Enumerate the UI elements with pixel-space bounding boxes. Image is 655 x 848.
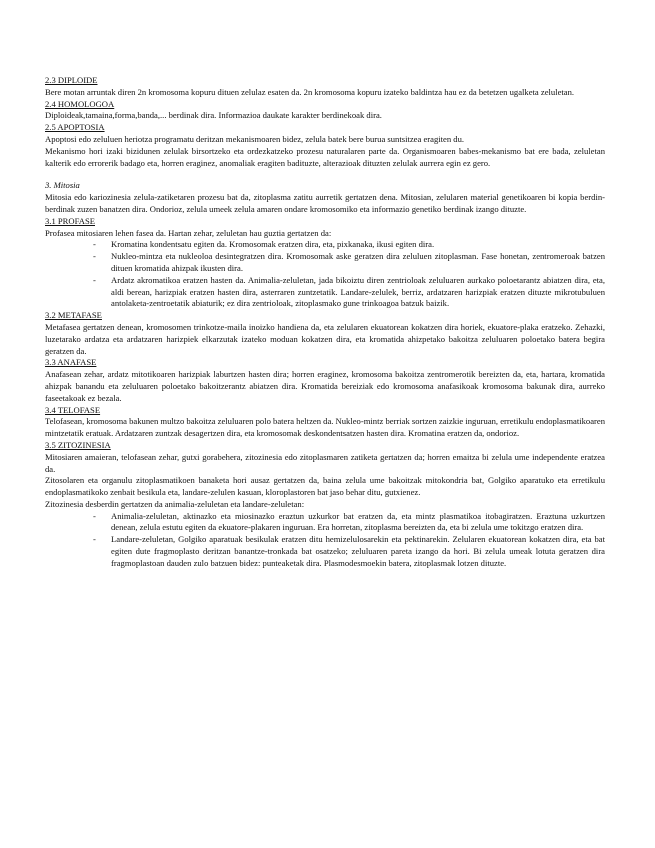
list-item-text: - Ardatz akromatikoa eratzen hasten da. Animalia-zeluletan, jada bikoiztu diren zentrioloak zeluluaren aurkako poloetarantz abiatzen dira, eta, aldi berean, harizpiak eratzen hasten dira, asterraren zuntzetatik. Landare-zelulek, berriz, ardatzaren harizpiak eratzen dituzte mikrotubuluen antolaketa-zentroetatik abiaturik; ez dira zentrioloak, zitoplasmako gune trinkoagoa batzuk baizik.: [111, 274, 605, 309]
paragraph-anafase: Anafasean zehar, ardatz mitotikoaren harizpiak laburtzen hasten dira; horren eraginez, kromosoma bakoitza zentromerotik bereizten da, eta, hartara, kromatida ahizpak banandu eta zeluluaren poloetako bakoitzerantz abiatzen dira. Kromatida bereiziak edo kromosoma anafasikoak kromosoma bakunak dira, aurreko faseetakoak ez bezala.: [45, 369, 605, 403]
list-item: [45, 534, 605, 569]
heading-anafase: 3.3 ANAFASE: [45, 357, 97, 368]
spacer: [45, 169, 605, 180]
heading-apoptosia: 2.5 APOPTOSIA: [45, 122, 105, 133]
heading-diploide: 2.3 DIPLOIDE: [45, 75, 98, 85]
list-item-text: - Animalia-zeluletan, aktinazko eta miosinazko eraztun uzkurkor bat eratzen da, eta mintz plasmatikoa itobagiratzen. Eraztuna uzkurtzen denean, zelula estutu egiten da ekuatore-plakaren inguruan. Era horretan, zitoplasma bereizten da, eta bi zelula ume tokitzgo eratzen dira.: [111, 510, 605, 533]
paragraph-mitosia: Mitosia edo kariozinesia zelula-zatiketaren prozesu bat da, zitoplasma zatitu aurretik gertatzen dena. Mitosian, zelularen material genetikoaren bi kopia berdin-berdinak zuzen banatzen dira. Ondorioz, zelula umeek zelula amaren ondare kromosomiko eta informazio genetiko berdinak izango dituzte.: [45, 192, 605, 214]
list-item: [45, 275, 605, 310]
heading-metafase: 3.2 METAFASE: [45, 310, 102, 321]
paragraph-apoptosia-1: Apoptosi edo zeluluen heriotza programatu deritzan mekanismoaren bidez, zelula batek bere burua suntsitzea eragiten du.: [45, 133, 465, 144]
paragraph-zitozinesia-3: Zitozinesia desberdin gertatzen da animalia-zeluletan eta landare-zeluletan:: [45, 498, 305, 509]
zitozinesia-list: [45, 511, 605, 570]
paragraph-profase-intro: Profasea mitosiaren lehen fasea da. Hartan zehar, zeluletan hau guztia gertatzen da:: [45, 227, 332, 238]
heading-homologoa: 2.4 HOMOLOGOA: [45, 98, 115, 109]
paragraph-telofase: Telofasean, kromosoma bakunen multzo bakoitza zeluluaren polo batera heltzen da. Nukleo-mintz berriak sortzen zaizkie inguruan, erretikulu endoplasmatikoaren mintzetatik eratuak. Ardatzaren zuntzak desagertzen dira, eta kromosomak deskondentsatzen hasten dira. Kromatina eratzen da, ondorioz.: [45, 416, 605, 439]
paragraph-apoptosia-2: Mekanismo hori izaki bizidunen zelulak birsortzeko eta ordezkatzeko prozesu naturalaren parte da. Organismoaren babes-mekanismo bat ere bada, zeluletan kalterik edo errorerik badago eta, horren eraginez, anomaliak eragiten badituzte, alterazioak dituzten zelulak aurrera egin ez gero.: [45, 145, 605, 168]
heading-zitozinesia: 3.5 ZITOZINESIA: [45, 439, 111, 450]
section-title-mitosia: 3. Mitosia: [45, 180, 80, 191]
list-item: [45, 251, 605, 275]
paragraph-zitozinesia-1: Mitosiaren amaieran, telofasean zehar, gutxi gorabehera, zitozinesia edo zitoplasmaren zatiketa gertatzen da; horren emaitza bi zelula ume independente eratzea da.: [45, 451, 605, 474]
document-page: [45, 75, 605, 570]
paragraph-homologoa: Diploideak,tamaina,forma,banda,... berdinak dira. Informazioa daukate karakter berdinekoak dira.: [45, 110, 382, 121]
list-item: [45, 239, 605, 251]
list-item-text: - Landare-zeluletan, Golgiko aparatuak besikulak eratzen ditu hemizelulosarekin eta pektinarekin. Zelularen ekuatorean kokatzen dira, eta bat egiten dute fragmoplasto deritzan banantze-tronkada bat osatzeko; zeluluaren pareta izango da hori. Bi zelula umeak lotuta geratzen dira fragmoplastoan dauden zulo batzuen bidez: punteaketak dira. Plasmodesmoekin batera, zitoplasmak lotzen dituzte.: [111, 534, 605, 568]
list-item-text: - Kromatina kondentsatu egiten da. Kromosomak eratzen dira, eta, pixkanaka, ikusi egiten dira.: [111, 239, 435, 250]
list-item: [45, 511, 605, 535]
heading-profase: 3.1 PROFASE: [45, 215, 95, 226]
paragraph-diploide: Bere motan arruntak diren 2n kromosoma kopuru dituen zelulaz esaten da. 2n kromosoma kopuru izateko baldintza hau ez da betetzen ugalketa zeluletan.: [45, 86, 575, 97]
paragraph-zitozinesia-2: Zitosolaren eta organulu zitoplasmatikoen banaketa hori ausaz gertatzen da, baina zelula ume bakoitzak mitokondria bat, Golgiko aparatuko eta erretikulu endoplasmatikoko zenbait besikula eta, landare-zelulen kasuan, kloroplastoren bat jaso behar ditu, gutxienez.: [45, 475, 605, 498]
list-item-text: - Nukleo-mintza eta nukleoloa desintegratzen dira. Kromosomak aske geratzen dira zeluluen zitoplasman. Fase honetan, zentromeroak batzen dituen kromatida ahizpak ikusten dira.: [111, 251, 605, 273]
profase-list: [45, 239, 605, 310]
paragraph-metafase: Metafasea gertatzen denean, kromosomen trinkotze-maila inoizko handiena da, eta zelularen ekuatorean kokatzen dira horiek, ekuatore-plaka eratzeko. Zehazki, luzetarako ardatza eta ardatzaren harizpiek elkarzutak izateko moduan kokatzen dira, eta kromatida ahizpetako bakoitza zeluluaren poloetako batera begira geratzen da.: [45, 321, 605, 356]
heading-telofase: 3.4 TELOFASE: [45, 404, 101, 415]
